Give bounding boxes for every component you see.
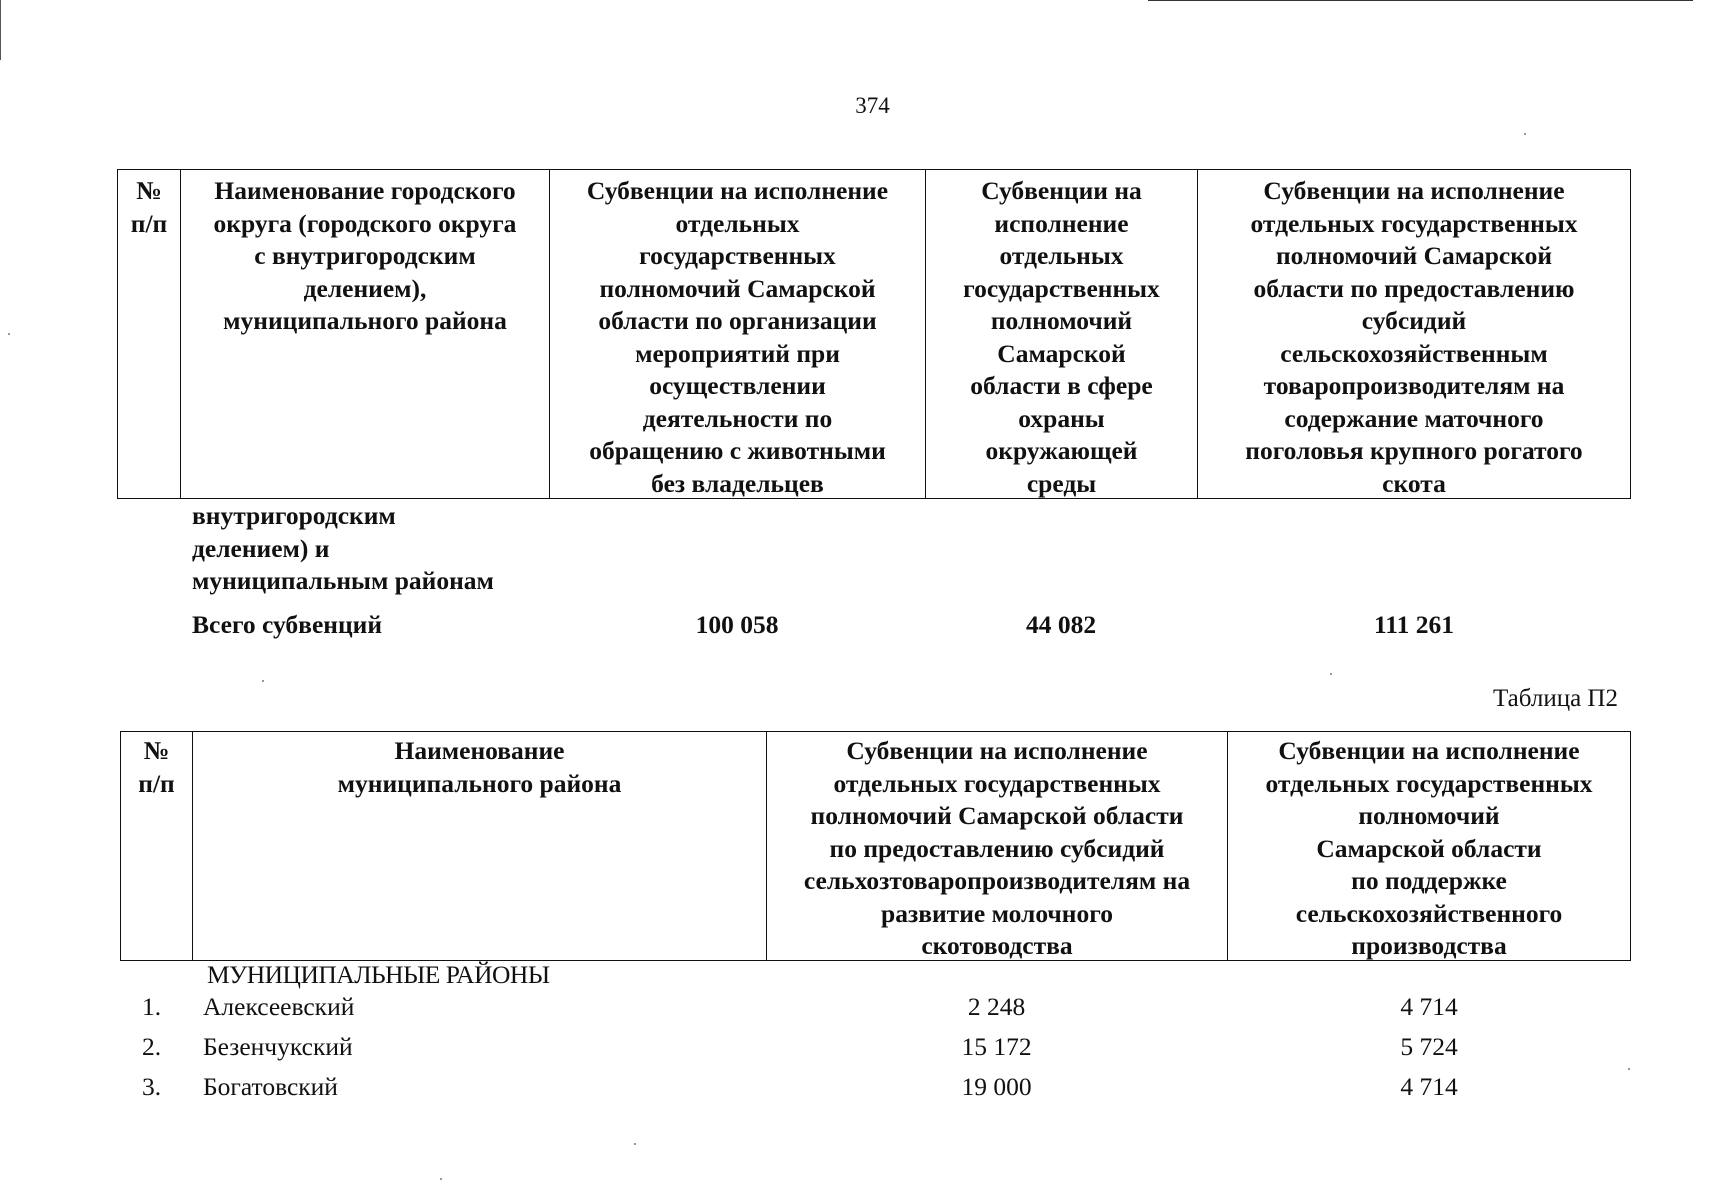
- row-district-name: Алексеевский: [203, 992, 355, 1021]
- table1-continued-label: внутригородским делением) и муниципальным районам: [192, 501, 494, 595]
- table1-header-animals: Субвенции на исполнение отдельных государственных полномочий Самарской области по организации мероприятий при осуществлении деятельности по обращению с животными без владельцев: [550, 170, 926, 498]
- table-row: [120, 992, 1631, 1032]
- scan-speck: [634, 1143, 636, 1145]
- table1-header-cattle: Субвенции на исполнение отдельных государственных полномочий Самарской области по предоставлению субсидий сельскохозяйственным товаропроизводителям на содержание маточного поголовья крупного рогатого скота: [1245, 176, 1583, 498]
- section-title: МУНИЦИПАЛЬНЫЕ РАЙОНЫ: [207, 960, 550, 989]
- table2-header-dairy: Субвенции на исполнение отдельных государственных полномочий Самарской области по предоставлению субсидий сельхозтоваропроизводителям на развитие молочного скотоводства: [767, 732, 1228, 960]
- totals-label: Всего субвенций: [192, 610, 383, 639]
- table1-header-number: № п/п: [118, 170, 181, 498]
- scan-top-rule: [1148, 0, 1693, 1]
- row-agri-value: 4 714: [1400, 992, 1458, 1021]
- row-dairy-value: 2 248: [967, 992, 1026, 1021]
- totals-value-cattle: 111 261: [1373, 610, 1455, 639]
- row-district-name: Безенчукский: [203, 1032, 353, 1061]
- row-agri-value: 4 714: [1400, 1072, 1458, 1101]
- scan-speck: [262, 680, 264, 682]
- table2-header-agri: Субвенции на исполнение отдельных государственных полномочий Самарской области по поддержке сельскохозяйственного производства: [1265, 736, 1593, 960]
- table2-caption: Таблица П2: [1493, 685, 1618, 712]
- table2-header-number: № п/п: [121, 732, 193, 960]
- table1-header: [117, 169, 1631, 499]
- row-dairy-value: 19 000: [961, 1072, 1032, 1101]
- row-dairy-value: 15 172: [961, 1032, 1032, 1061]
- page-number: 374: [855, 93, 890, 118]
- row-number: 1.: [142, 992, 162, 1021]
- scan-speck: [1524, 133, 1526, 135]
- scan-speck: [440, 1178, 442, 1180]
- table-row: [120, 1032, 1631, 1072]
- table2-header-name: Наименование муниципального района: [193, 732, 767, 960]
- table-row: [120, 1072, 1631, 1112]
- row-number: 2.: [142, 1032, 162, 1061]
- table1-header-name: Наименование городского округа (городского округа с внутригородским делением), муниципального района: [181, 170, 550, 498]
- totals-value-animals: 100 058: [695, 610, 779, 639]
- table2-body: [120, 992, 1631, 1112]
- scan-speck: [1330, 673, 1332, 675]
- scan-side-rule: [0, 0, 1, 60]
- scan-speck: [8, 333, 10, 335]
- row-agri-value: 5 724: [1400, 1032, 1458, 1061]
- table2-header: [120, 731, 1631, 961]
- table1-header-environment: Субвенции на исполнение отдельных государственных полномочий Самарской области в сфере охраны окружающей среды: [926, 170, 1198, 498]
- scan-speck: [1628, 1068, 1630, 1070]
- totals-value-environment: 44 082: [1025, 610, 1097, 639]
- table1-totals-row: [117, 610, 1631, 644]
- row-district-name: Богатовский: [203, 1072, 338, 1101]
- row-number: 3.: [142, 1072, 162, 1101]
